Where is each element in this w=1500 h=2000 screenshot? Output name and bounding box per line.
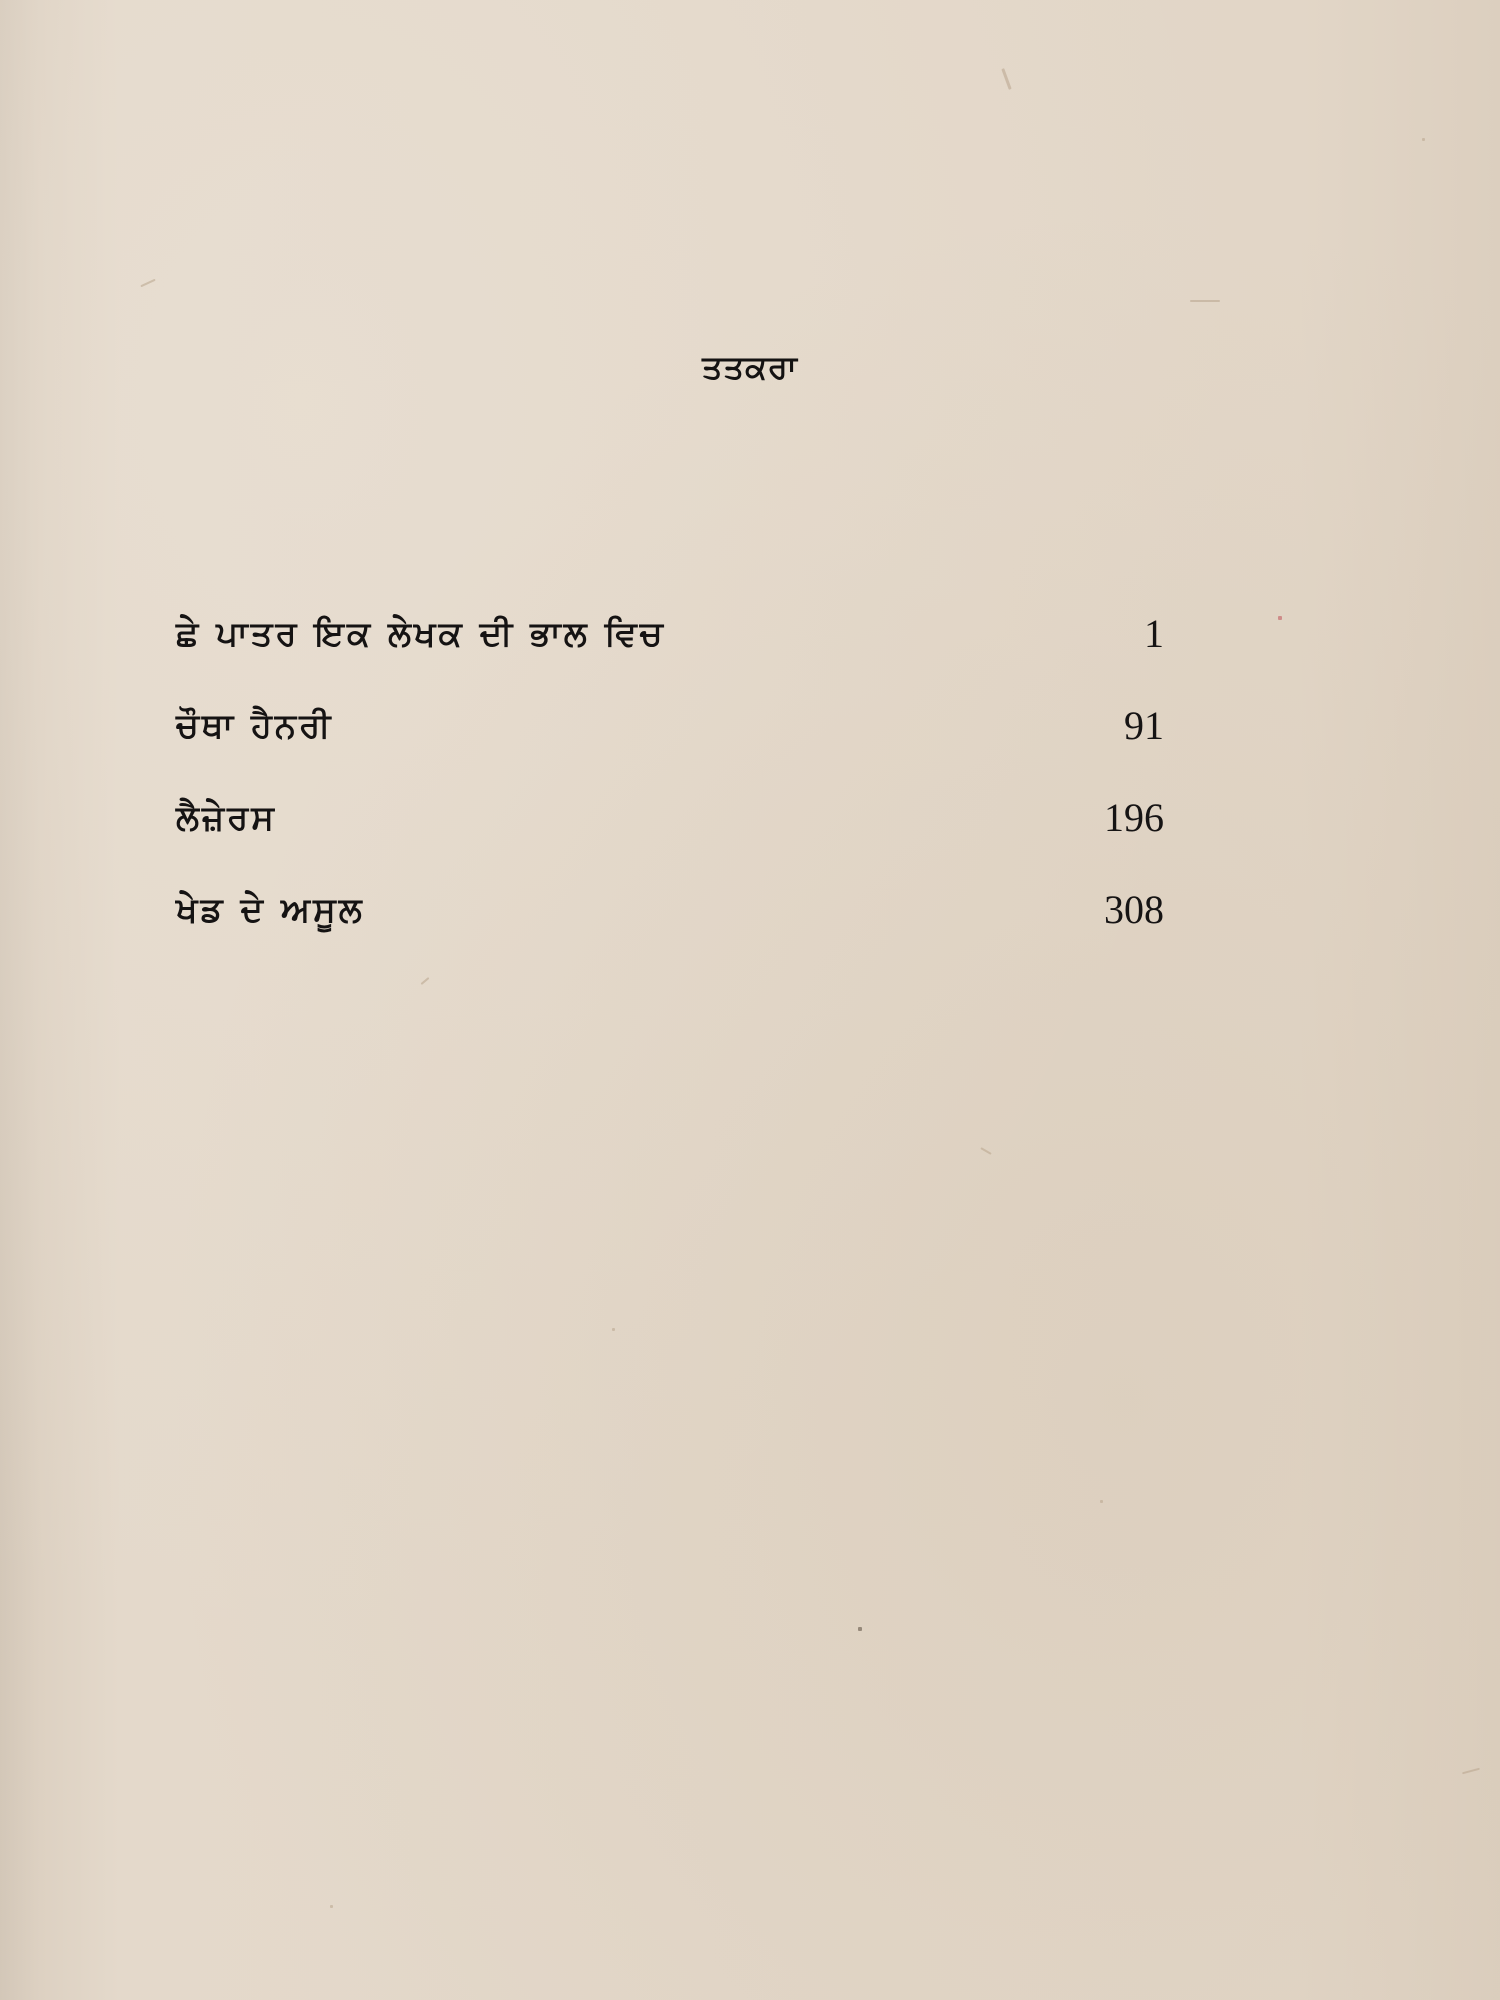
- paper-fleck: [1462, 1768, 1480, 1775]
- paper-fleck: [421, 977, 430, 985]
- paper-fleck: [140, 279, 155, 288]
- toc-entry-page-number: 308: [1104, 887, 1164, 932]
- toc-entry-page-number: 1: [1144, 611, 1164, 656]
- paper-fleck: [980, 1147, 991, 1155]
- toc-entry: [176, 604, 1164, 696]
- toc-entry-title: ਖੇਡ ਦੇ ਅਸੂਲ: [176, 890, 365, 930]
- toc-entry-page-number: 91: [1124, 703, 1164, 748]
- paper-fleck: [1278, 616, 1282, 620]
- toc-entry-title: ਛੇ ਪਾਤਰ ਇਕ ਲੇਖਕ ਦੀ ਭਾਲ ਵਿਚ: [176, 614, 666, 654]
- toc-entry-page-number: 196: [1104, 795, 1164, 840]
- paper-fleck: [858, 1627, 862, 1631]
- toc-entry-title: ਲੈਜ਼ੇਰਸ: [176, 798, 277, 838]
- paper-fleck: [1100, 1500, 1103, 1503]
- toc-entry: [176, 880, 1164, 972]
- paper-fleck: [330, 1905, 333, 1908]
- paper-fleck: [1001, 68, 1011, 90]
- paper-fleck: [1190, 300, 1220, 302]
- paper-fleck: [612, 1328, 615, 1331]
- toc-entry: [176, 696, 1164, 788]
- toc-entry: [176, 788, 1164, 880]
- toc-entry-title: ਚੌਥਾ ਹੈਨਰੀ: [176, 706, 334, 746]
- contents-heading: ਤਤਕਰਾ: [702, 348, 798, 386]
- paper-fleck: [1422, 138, 1425, 141]
- table-of-contents: [176, 604, 1164, 972]
